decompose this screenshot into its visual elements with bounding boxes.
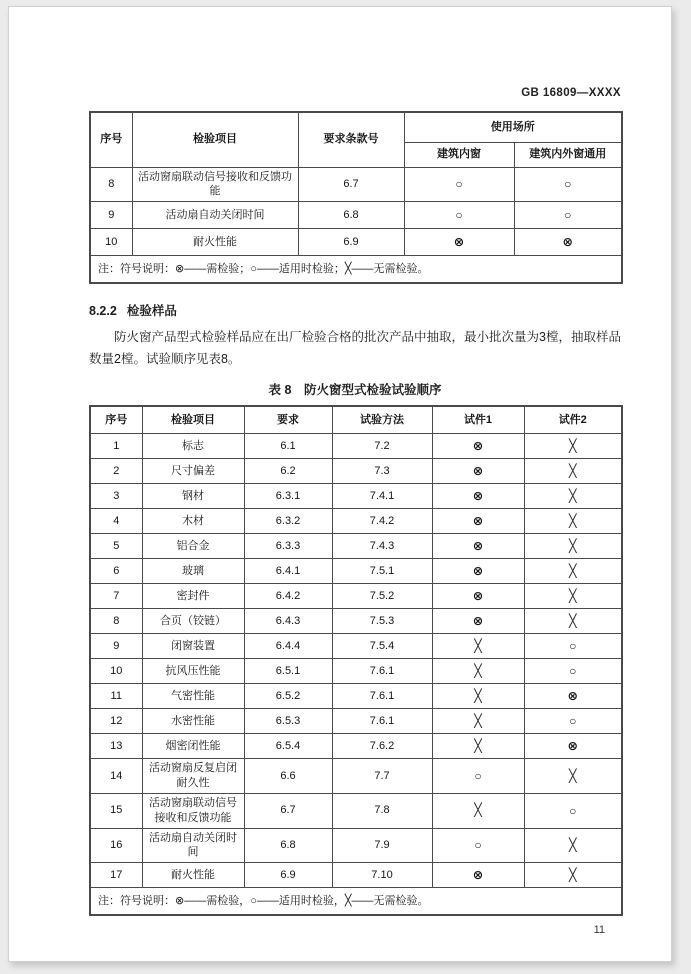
t1-cell-no: 10 [90,229,132,256]
t8-cell-item: 合页（铰链） [142,609,244,634]
t1-cell-inner-symbol: ○ [404,202,514,229]
t1-cell-clause: 6.9 [298,229,404,256]
t8-cell-no: 10 [90,659,142,684]
t8-cell-requirement: 6.8 [244,828,332,863]
t8-cell-specimen1-symbol: ╳ [432,793,524,828]
t8-cell-specimen2-symbol: ╳ [524,584,622,609]
t8-cell-requirement: 6.5.2 [244,684,332,709]
t8-cell-method: 7.3 [332,459,432,484]
t1-data-row [90,202,622,229]
t8-data-row [90,828,622,863]
t8-cell-no: 12 [90,709,142,734]
t8-cell-specimen2-symbol: ╳ [524,759,622,794]
t8-cell-specimen1-symbol: ⊗ [432,459,524,484]
t8-cell-no: 14 [90,759,142,794]
t8-cell-requirement: 6.3.3 [244,534,332,559]
t8-header-row [90,406,622,434]
t8-cell-specimen2-symbol: ╳ [524,828,622,863]
t8-data-row [90,793,622,828]
t8-cell-specimen2-symbol: ╳ [524,863,622,888]
t8-cell-method: 7.4.2 [332,509,432,534]
t1-cell-item: 活动扇自动关闭时间 [132,202,298,229]
t8-cell-specimen1-symbol: ⊗ [432,584,524,609]
t8-col-no: 序号 [90,406,142,434]
t8-cell-no: 6 [90,559,142,584]
t8-cell-method: 7.5.3 [332,609,432,634]
usage-location-table [89,111,623,284]
section-title: 检验样品 [126,303,177,318]
t1-note: 注：符号说明：⊗——需检验；○——适用时检验；╳——无需检验。 [90,256,622,283]
t8-cell-method: 7.6.2 [332,734,432,759]
t8-cell-item: 玻璃 [142,559,244,584]
t1-cell-clause: 6.7 [298,167,404,202]
t8-data-row [90,434,622,459]
t8-cell-no: 7 [90,584,142,609]
table8-title: 表 8 防火窗型式检验试验顺序 [268,382,442,397]
t8-cell-specimen2-symbol: ⊗ [524,734,622,759]
t8-cell-requirement: 6.4.1 [244,559,332,584]
t8-cell-method: 7.6.1 [332,709,432,734]
t8-cell-method: 7.5.4 [332,634,432,659]
t8-data-row [90,709,622,734]
t8-cell-specimen1-symbol: ╳ [432,734,524,759]
t1-data-row [90,167,622,202]
t8-cell-method: 7.4.1 [332,484,432,509]
t8-cell-requirement: 6.3.1 [244,484,332,509]
t8-cell-no: 13 [90,734,142,759]
document-page [8,6,672,962]
section-heading [89,301,621,319]
t8-cell-requirement: 6.9 [244,863,332,888]
t8-cell-specimen1-symbol: ╳ [432,684,524,709]
t8-cell-no: 11 [90,684,142,709]
t8-cell-specimen1-symbol: ╳ [432,634,524,659]
t8-cell-specimen1-symbol: ○ [432,759,524,794]
t1-cell-universal-symbol: ○ [514,202,622,229]
t8-cell-method: 7.4.3 [332,534,432,559]
t8-cell-item: 烟密闭性能 [142,734,244,759]
t8-data-row [90,759,622,794]
t8-cell-requirement: 6.3.2 [244,509,332,534]
t1-cell-inner-symbol: ○ [404,167,514,202]
t8-data-row [90,634,622,659]
t8-cell-method: 7.7 [332,759,432,794]
t8-cell-item: 水密性能 [142,709,244,734]
t8-cell-specimen2-symbol: ⊗ [524,684,622,709]
t8-cell-item: 尺寸偏差 [142,459,244,484]
t8-cell-item: 铝合金 [142,534,244,559]
t8-cell-specimen2-symbol: ○ [524,793,622,828]
t8-cell-method: 7.6.1 [332,684,432,709]
t8-cell-specimen1-symbol: ○ [432,828,524,863]
t8-cell-method: 7.9 [332,828,432,863]
t8-cell-no: 16 [90,828,142,863]
t1-header-row-1 [90,112,622,142]
t8-cell-no: 8 [90,609,142,634]
t8-cell-requirement: 6.5.1 [244,659,332,684]
t8-data-row [90,659,622,684]
t8-cell-requirement: 6.6 [244,759,332,794]
t8-cell-specimen1-symbol: ╳ [432,709,524,734]
t8-data-row [90,534,622,559]
t8-cell-requirement: 6.5.3 [244,709,332,734]
t1-cell-clause: 6.8 [298,202,404,229]
t1-col-usage-group: 使用场所 [404,112,622,142]
t8-cell-specimen1-symbol: ⊗ [432,484,524,509]
t8-cell-no: 9 [90,634,142,659]
t8-note: 注：符号说明：⊗——需检验，○——适用时检验，╳——无需检验。 [90,888,622,915]
t8-data-row [90,584,622,609]
t8-cell-specimen1-symbol: ⊗ [432,534,524,559]
t8-cell-item: 密封件 [142,584,244,609]
t8-cell-requirement: 6.5.4 [244,734,332,759]
t1-col-item: 检验项目 [132,112,298,167]
t8-cell-no: 1 [90,434,142,459]
t8-data-row [90,509,622,534]
t8-data-row [90,484,622,509]
t8-cell-specimen2-symbol: ╳ [524,484,622,509]
body-paragraph: 防火窗产品型式检验样品应在出厂检验合格的批次产品中抽取，最小批次量为3樘，抽取样品数量2樘。试验顺序见表8。 [89,329,621,367]
t8-cell-no: 4 [90,509,142,534]
t8-cell-specimen2-symbol: ╳ [524,509,622,534]
t8-cell-item: 闭窗装置 [142,634,244,659]
t8-cell-method: 7.8 [332,793,432,828]
t8-cell-method: 7.5.1 [332,559,432,584]
t8-data-row [90,559,622,584]
t1-cell-universal-symbol: ○ [514,167,622,202]
t8-cell-item: 活动窗扇反复启闭耐久性 [142,759,244,794]
t8-cell-requirement: 6.2 [244,459,332,484]
t1-col-no: 序号 [90,112,132,167]
t8-cell-no: 17 [90,863,142,888]
t1-cell-no: 8 [90,167,132,202]
t8-cell-item: 耐火性能 [142,863,244,888]
t8-cell-requirement: 6.4.3 [244,609,332,634]
t8-cell-item: 标志 [142,434,244,459]
t8-cell-item: 木材 [142,509,244,534]
t8-cell-specimen1-symbol: ⊗ [432,863,524,888]
t1-cell-item: 耐火性能 [132,229,298,256]
t8-cell-specimen1-symbol: ⊗ [432,509,524,534]
t8-cell-method: 7.5.2 [332,584,432,609]
section-number: 8.2.2 [89,303,117,318]
t8-data-row [90,684,622,709]
t8-cell-specimen2-symbol: ○ [524,659,622,684]
t8-cell-requirement: 6.7 [244,793,332,828]
t8-cell-no: 2 [90,459,142,484]
t8-cell-specimen1-symbol: ⊗ [432,434,524,459]
t8-cell-method: 7.2 [332,434,432,459]
t8-cell-specimen1-symbol: ⊗ [432,609,524,634]
t1-data-row [90,229,622,256]
t1-cell-inner-symbol: ⊗ [404,229,514,256]
t8-col-specimen1: 试件1 [432,406,524,434]
t8-cell-specimen2-symbol: ○ [524,634,622,659]
t1-cell-item: 活动窗扇联动信号接收和反馈功能 [132,167,298,202]
t1-cell-no: 9 [90,202,132,229]
t8-cell-no: 15 [90,793,142,828]
type-test-order-table [89,405,623,916]
t8-cell-specimen2-symbol: ○ [524,709,622,734]
t8-cell-specimen1-symbol: ╳ [432,659,524,684]
page-content [89,87,621,936]
t8-cell-no: 5 [90,534,142,559]
t8-cell-method: 7.10 [332,863,432,888]
t8-cell-item: 抗风压性能 [142,659,244,684]
t1-col-universal-window: 建筑内外窗通用 [514,142,622,167]
t8-col-requirement: 要求 [244,406,332,434]
t8-cell-requirement: 6.4.4 [244,634,332,659]
t8-data-row [90,459,622,484]
t8-note-row [90,888,622,915]
t8-cell-requirement: 6.4.2 [244,584,332,609]
t8-cell-item: 活动扇自动关闭时间 [142,828,244,863]
t8-col-method: 试验方法 [332,406,432,434]
t8-cell-specimen2-symbol: ╳ [524,459,622,484]
t8-cell-item: 气密性能 [142,684,244,709]
t1-cell-universal-symbol: ⊗ [514,229,622,256]
t8-cell-requirement: 6.1 [244,434,332,459]
t8-cell-specimen2-symbol: ╳ [524,534,622,559]
t8-col-item: 检验项目 [142,406,244,434]
t8-cell-item: 钢材 [142,484,244,509]
t8-cell-specimen2-symbol: ╳ [524,559,622,584]
t8-data-row [90,734,622,759]
t8-data-row [90,609,622,634]
t8-cell-specimen2-symbol: ╳ [524,609,622,634]
page-number: 11 [593,923,605,936]
t8-cell-specimen1-symbol: ⊗ [432,559,524,584]
standard-number-header: GB 16809—XXXX [521,87,621,99]
t8-cell-no: 3 [90,484,142,509]
t1-col-inner-window: 建筑内窗 [404,142,514,167]
t8-cell-specimen2-symbol: ╳ [524,434,622,459]
t8-col-specimen2: 试件2 [524,406,622,434]
t1-note-row [90,256,622,283]
t8-data-row [90,863,622,888]
t8-cell-item: 活动窗扇联动信号接收和反馈功能 [142,793,244,828]
t8-cell-method: 7.6.1 [332,659,432,684]
t1-col-clause: 要求条款号 [298,112,404,167]
